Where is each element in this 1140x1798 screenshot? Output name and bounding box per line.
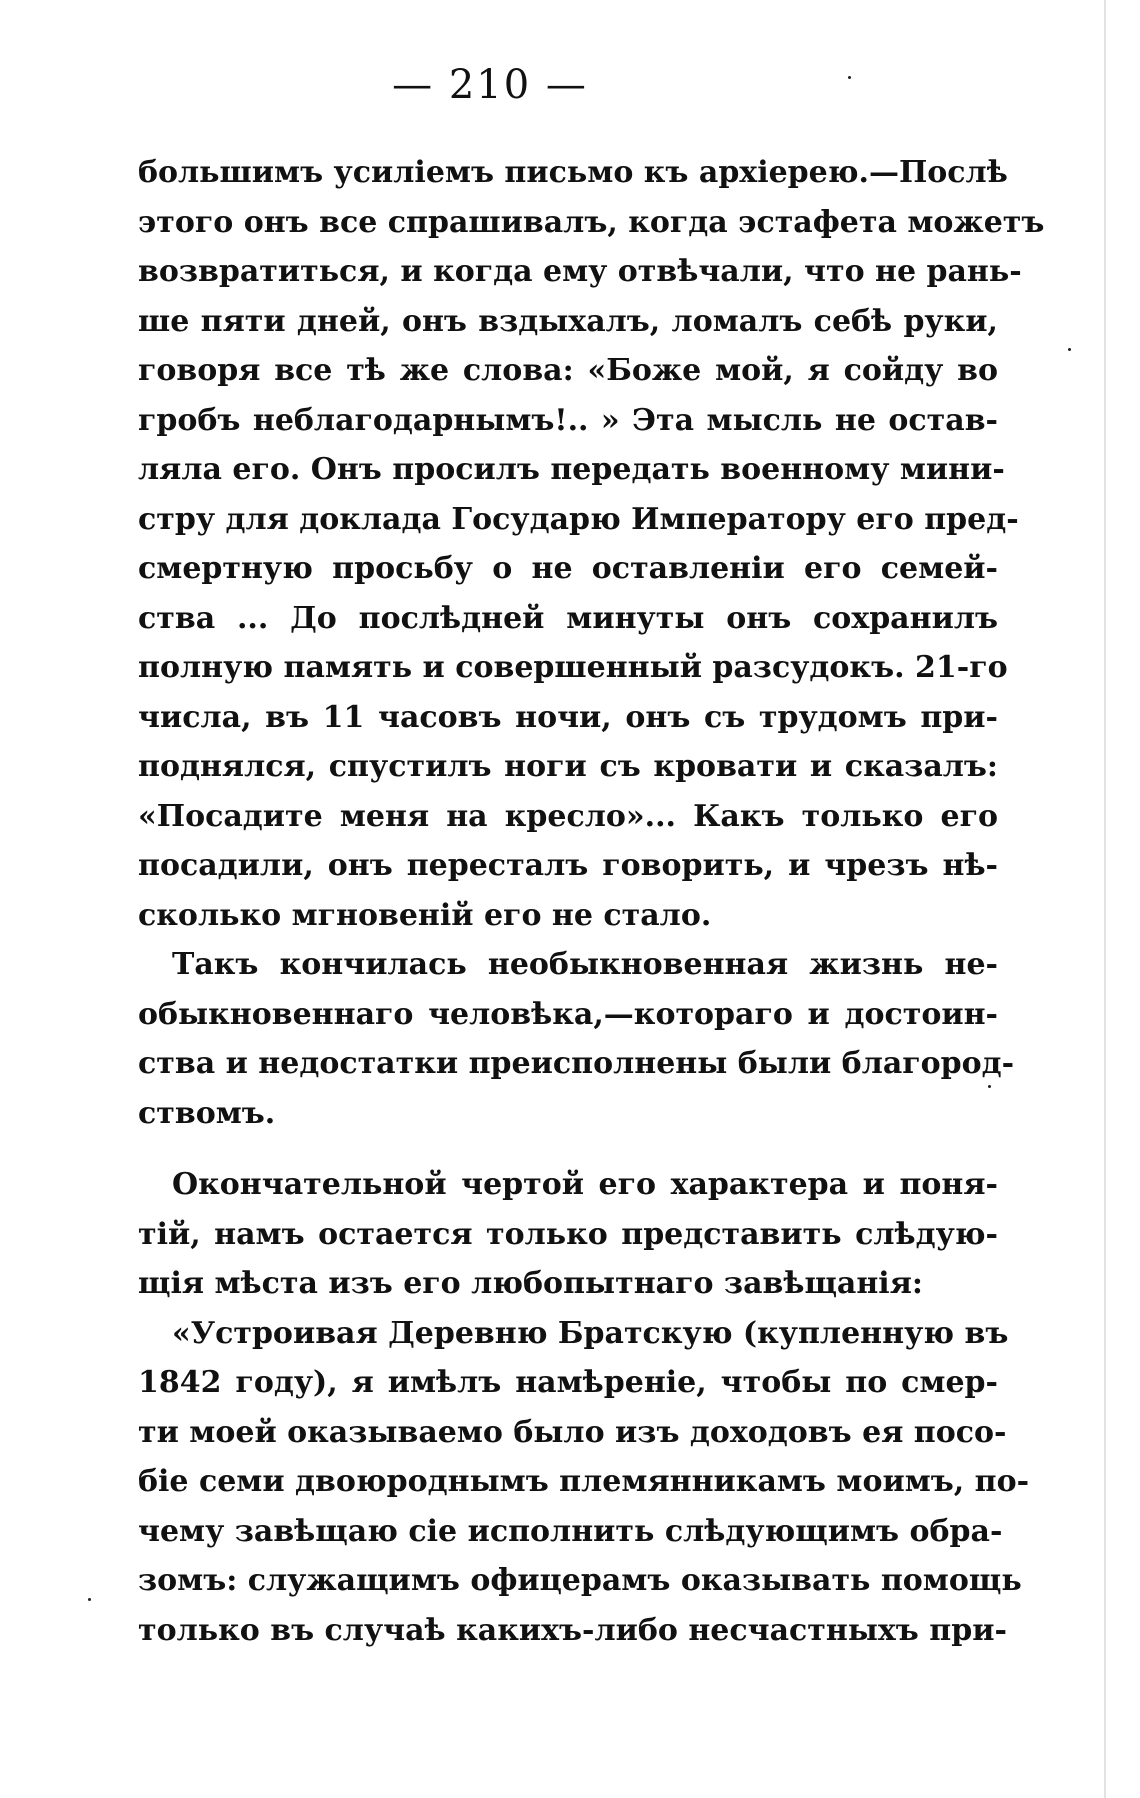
page-edge-shadow: [1104, 0, 1106, 1798]
text-line: полную память и совершенный разсудокъ. 21-го: [138, 650, 1008, 685]
scan-speck: [88, 1598, 91, 1601]
scan-speck: [1068, 348, 1071, 351]
text-line: смертную просьбу о не оставленіи его семей-: [138, 551, 998, 586]
text-line: «Посадите меня на кресло»... Какъ только его: [138, 798, 998, 834]
text-line: 1842 году), я имѣлъ намѣреніе, чтобы по смер-: [138, 1365, 998, 1400]
text-line: только въ случаѣ какихъ-либо несчастныхъ при-: [138, 1612, 1007, 1648]
text-line: числа, въ 11 часовъ ночи, онъ съ трудомъ при-: [138, 699, 998, 735]
body-text: [138, 148, 1045, 1655]
text-line: тій, намъ остается только представить слѣдую-: [138, 1216, 998, 1252]
paragraph-4-quotation: [138, 1309, 1030, 1656]
paragraph-gap: [138, 1138, 998, 1160]
text-line: этого онъ все спрашивалъ, когда эстафета можетъ: [138, 204, 1045, 240]
text-line: обыкновеннаго человѣка,—котораго и достоин-: [138, 996, 998, 1032]
text-line: зомъ: служащимъ офицерамъ оказывать помощь: [138, 1563, 1022, 1598]
text-line: ляла его. Онъ просилъ передать военному мини-: [138, 452, 1005, 487]
text-line: Такъ кончилась необыкновенная жизнь не-: [172, 947, 998, 982]
text-line: ти моей оказываемо было изъ доходовъ ея посо-: [138, 1414, 1007, 1450]
text-line: «Устроивая Деревню Братскую (купленную въ: [172, 1315, 1009, 1351]
text-line: ства и недостатки преисполнены были благород-: [138, 1046, 1015, 1081]
text-line: щія мѣста изъ его любопытнаго завѣщанія:: [138, 1266, 923, 1301]
paragraph-3: [138, 1160, 998, 1309]
text-line: Окончательной чертой его характера и поня-: [172, 1167, 998, 1202]
text-line: стру для доклада Государю Императору его пред-: [138, 501, 1019, 537]
text-line: посадили, онъ пересталъ говорить, и чрезъ нѣ-: [138, 848, 998, 883]
page-number: — 210 —: [392, 62, 588, 108]
paragraph-2: [138, 940, 1015, 1138]
text-line: сколько мгновеній его не стало.: [138, 897, 712, 933]
text-line: говоря все тѣ же слова: «Боже мой, я сойду во: [138, 353, 998, 388]
text-line: большимъ усиліемъ письмо къ архіерею.—Послѣ: [138, 155, 1008, 190]
text-line: чему завѣщаю сіе исполнить слѣдующимъ обра-: [138, 1513, 1003, 1549]
text-line: біе семи двоюроднымъ племянникамъ моимъ, по-: [138, 1464, 1030, 1499]
text-line: ствомъ.: [138, 1095, 276, 1131]
scan-speck: [848, 76, 851, 79]
text-line: ше пяти дней, онъ вздыхалъ, ломалъ себѣ руки,: [138, 303, 998, 339]
scan-speck: [988, 1085, 991, 1088]
text-line: возвратиться, и когда ему отвѣчали, что не рань-: [138, 254, 1022, 289]
text-line: поднялся, спустилъ ноги съ кровати и сказалъ:: [138, 749, 998, 784]
text-line: гробъ неблагодарнымъ!.. » Эта мысль не остав-: [138, 402, 998, 438]
paragraph-1: [138, 148, 1045, 940]
text-line: ства ... До послѣдней минуты онъ сохранилъ: [138, 600, 998, 636]
